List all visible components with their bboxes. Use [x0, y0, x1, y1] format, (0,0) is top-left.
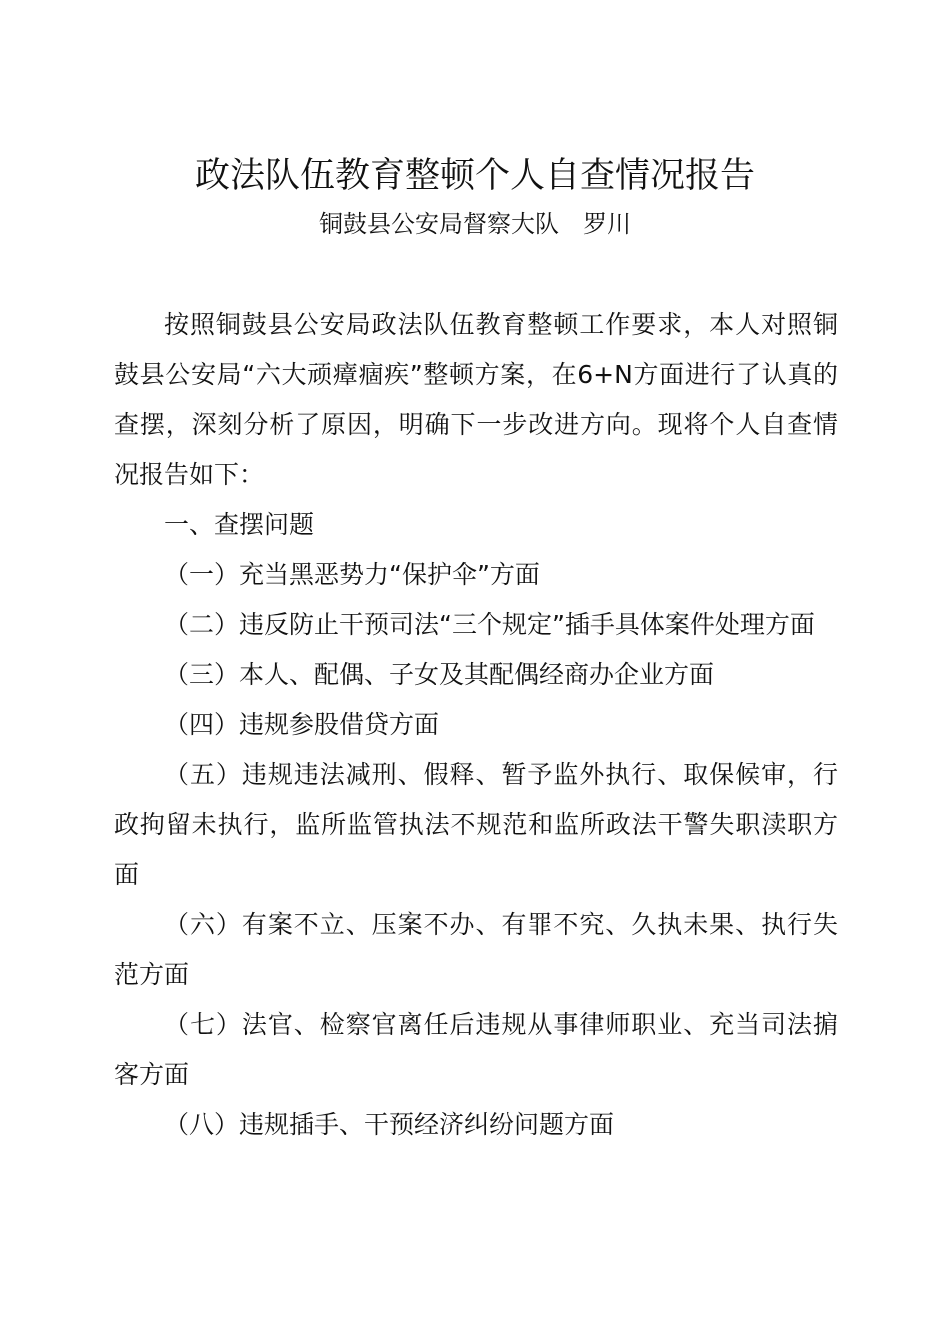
section-heading: 一、查摆问题 — [164, 510, 315, 539]
list-item: （五）违规违法减刑、假释、暂予监外执行、取保候审，行政拘留未执行，监所监管执法不规范和监所政法干警失职渎职方面 — [114, 760, 838, 889]
document-body — [114, 300, 838, 1150]
list-item: （一）充当黑恶势力“保护伞”方面 — [164, 560, 540, 589]
list-item: （四）违规参股借贷方面 — [164, 710, 440, 739]
intro-paragraph: 按照铜鼓县公安局政法队伍教育整顿工作要求，本人对照铜鼓县公安局“六大顽瘴痼疾”整顿方案，在6+N方面进行了认真的查摆，深刻分析了原因，明确下一步改进方向。现将个人自查情况报告如下： — [114, 310, 838, 489]
list-item: （六）有案不立、压案不办、有罪不究、久执未果、执行失范方面 — [114, 910, 838, 989]
list-item: （二）违反防止干预司法“三个规定”插手具体案件处理方面 — [164, 610, 815, 639]
list-item: （三）本人、配偶、子女及其配偶经商办企业方面 — [164, 660, 715, 689]
document-title: 政法队伍教育整顿个人自查情况报告 — [194, 156, 755, 196]
list-item: （七）法官、检察官离任后违规从事律师职业、充当司法掮客方面 — [114, 1010, 838, 1089]
list-item: （八）违规插手、干预经济纠纷问题方面 — [164, 1110, 615, 1139]
author-line: 铜鼓县公安局督察大队 罗川 — [319, 210, 631, 238]
